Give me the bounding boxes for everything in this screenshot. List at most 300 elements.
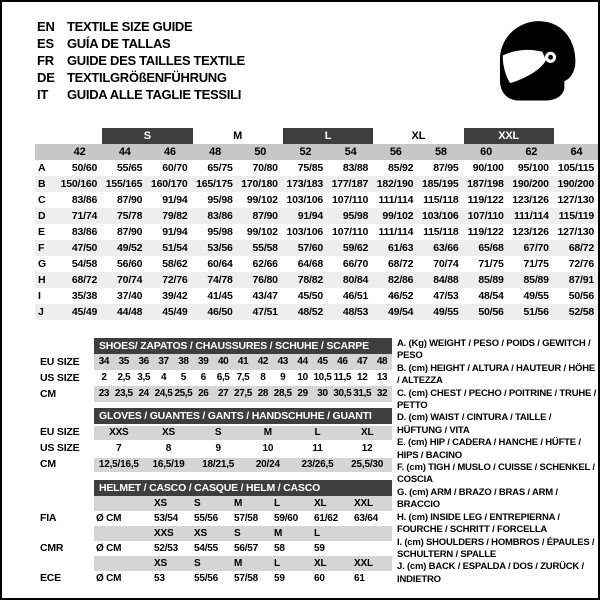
helmet-size-cell: L <box>314 528 320 539</box>
helmet-standard-rows <box>94 496 392 586</box>
gloves-eu-row <box>94 426 392 440</box>
helmet-values-row <box>94 511 392 526</box>
measurement-value: 72/76 <box>162 274 188 286</box>
shoe-us-value: 2 <box>101 372 107 383</box>
glove-cm-value: 25,5/30 <box>351 459 384 470</box>
shoe-us-value: 4 <box>160 372 167 383</box>
language-code: IT <box>37 87 49 102</box>
glove-cm-value: 20/24 <box>255 459 280 470</box>
measurement-value: 123/126 <box>512 226 549 238</box>
language-row <box>37 35 245 52</box>
measurement-value: 70/80 <box>252 162 278 174</box>
helmet-cm-value: 57/58 <box>234 513 259 524</box>
measurement-value: 47/53 <box>433 290 459 302</box>
measurement-value: 71/75 <box>478 258 504 270</box>
measurement-value: 60/64 <box>207 258 233 270</box>
measurement-value: 111/114 <box>378 226 414 238</box>
shoe-eu-value: 46 <box>337 356 348 367</box>
shoe-eu-value: 44 <box>297 356 308 367</box>
helmet-cm-value: 59 <box>274 573 285 584</box>
language-title: GUIDE DES TAILLES TEXTILE <box>67 53 245 68</box>
size-header-cell: 44 <box>118 146 131 158</box>
spacer <box>35 144 57 160</box>
size-header-cell: 50 <box>254 146 267 158</box>
measurement-value: 85/92 <box>388 162 414 174</box>
measurement-value: 103/106 <box>286 194 323 206</box>
racing-helmet-icon <box>488 14 580 108</box>
gloves-cm-row <box>94 458 392 472</box>
measurement-value: 45/50 <box>297 290 323 302</box>
helmet-cm-value: 59 <box>314 543 325 554</box>
numeric-sizes-row <box>35 144 599 160</box>
helmet-cm-value: 55/56 <box>194 513 219 524</box>
language-code: ES <box>37 36 54 51</box>
size-header-cell: 58 <box>434 146 447 158</box>
row-letter: J <box>38 306 44 318</box>
shoe-eu-value: 47 <box>357 356 368 367</box>
measurement-row <box>35 240 599 256</box>
eu-size-label: EU SIZE <box>40 426 80 438</box>
gloves-us-row <box>94 442 392 456</box>
measurement-value: 87/91 <box>568 274 594 286</box>
size-header-cell: 42 <box>73 146 86 158</box>
helmet-sizes-row <box>94 526 392 541</box>
measurement-row <box>35 208 599 224</box>
measurement-value: 91/94 <box>162 194 188 206</box>
measurement-value: 103/106 <box>286 226 323 238</box>
helmet-cm-value: 52/53 <box>154 543 179 554</box>
diameter-label: Ø CM <box>96 543 122 554</box>
measurement-value: 55/65 <box>117 162 143 174</box>
measurement-rows <box>35 160 599 320</box>
shoe-us-value: 3,5 <box>137 372 150 383</box>
shoe-eu-value: 34 <box>98 356 110 367</box>
shoe-eu-value: 38 <box>178 356 189 367</box>
measurement-value: 72/76 <box>568 258 594 270</box>
size-header-cell: 46 <box>163 146 176 158</box>
measurement-value: 55/58 <box>252 242 278 254</box>
measurement-value: 75/78 <box>117 210 143 222</box>
shoe-eu-value: 42 <box>257 356 269 367</box>
measurement-row <box>35 272 599 288</box>
shoe-eu-value: 43 <box>277 356 288 367</box>
shoe-eu-value: 40 <box>217 356 229 367</box>
helmet-cm-value: 57/58 <box>234 573 259 584</box>
shoe-us-value: 7,5 <box>236 372 250 383</box>
measurement-value: 51/56 <box>523 306 549 318</box>
measurement-value: 91/94 <box>297 210 323 222</box>
measurement-value: 51/54 <box>162 242 188 254</box>
shoe-eu-value: 45 <box>317 356 328 367</box>
glove-cm-value: 18/21,5 <box>202 459 235 470</box>
glove-eu-value: M <box>263 427 272 438</box>
measurement-value: 127/130 <box>557 194 594 206</box>
shoe-eu-value: 41 <box>237 356 249 367</box>
measurement-value: 60/70 <box>162 162 188 174</box>
language-code: FR <box>37 53 54 68</box>
measurement-row <box>35 176 599 192</box>
measurement-value: 115/119 <box>558 210 594 222</box>
helmet-size-cell: XXL <box>354 498 373 509</box>
language-title: GUIDA ALLE TAGLIE TESSILI <box>67 87 242 102</box>
size-group-m: M <box>233 130 243 142</box>
spacer <box>94 526 152 541</box>
glove-cm-value: 23/26,5 <box>301 459 334 470</box>
shoes-table-body <box>94 338 392 402</box>
measurement-row <box>35 192 599 208</box>
size-header-cell: 52 <box>299 146 312 158</box>
size-header-cell: 60 <box>480 146 492 158</box>
diameter-label: Ø CM <box>96 513 122 524</box>
measurement-legend <box>397 338 597 586</box>
shoe-cm-value: 23,5 <box>114 388 133 399</box>
shoes-us-row <box>94 370 392 386</box>
glove-cm-value: 12,5/16,5 <box>98 459 139 470</box>
shoes-row-labels <box>40 338 94 402</box>
helmet-sizes-row <box>94 496 392 511</box>
shoe-eu-value: 36 <box>138 356 149 367</box>
measurement-value: 62/66 <box>252 258 278 270</box>
measurement-value: 83/86 <box>71 194 98 206</box>
helmet-table-body <box>94 480 392 586</box>
measurement-value: 63/66 <box>433 242 459 254</box>
glove-eu-value: XL <box>360 427 374 438</box>
shoe-eu-value: 37 <box>158 356 169 367</box>
measurement-value: 45/49 <box>71 306 98 318</box>
shoe-us-value: 6,5 <box>216 372 230 383</box>
size-header-cell: 54 <box>344 146 357 158</box>
spacer <box>94 496 152 511</box>
measurement-row <box>35 160 599 176</box>
shoe-cm-value: 25,5 <box>174 388 193 399</box>
cm-label: CM <box>40 388 56 400</box>
measurement-value: 47/50 <box>71 242 98 254</box>
helmet-size-cell: XS <box>154 498 167 509</box>
measurement-value: 99/102 <box>246 194 278 206</box>
measurement-value: 46/50 <box>207 306 233 318</box>
measurement-value: 95/100 <box>517 162 549 174</box>
shoes-eu-row <box>94 354 392 370</box>
shoe-us-value: 10,5 <box>313 372 332 383</box>
measurement-value: 155/165 <box>105 178 143 190</box>
helmet-size-cell: XS <box>194 528 207 539</box>
legend-item: G. (cm) ARM / BRAZO / BRAS / ARM / BRACCIO <box>397 486 558 511</box>
helmet-cm-value: 61/62 <box>314 513 339 524</box>
measurement-value: 53/56 <box>207 242 233 254</box>
measurement-value: 43/47 <box>252 290 278 302</box>
measurement-value: 44/48 <box>117 306 143 318</box>
legend-item: F. (cm) TIGH / MUSLO / CUISSE / SCHENKEL / COSCIA <box>397 462 595 486</box>
measurement-value: 150/160 <box>60 178 98 190</box>
measurement-value: 64/68 <box>297 258 323 270</box>
helmet-cm-value: 61 <box>354 573 365 584</box>
language-title: GUÍA DE TALLAS <box>67 36 171 51</box>
measurement-value: 46/52 <box>388 290 414 302</box>
measurement-value: 57/60 <box>297 242 323 254</box>
measurement-value: 71/75 <box>523 258 549 270</box>
measurement-value: 115/118 <box>423 194 459 206</box>
helmet-size-cell: S <box>194 558 201 569</box>
measurement-row <box>35 304 599 320</box>
measurement-value: 83/88 <box>342 162 369 174</box>
helmet-cm-value: 59/60 <box>274 513 299 524</box>
size-header-cell: 64 <box>570 146 583 158</box>
measurement-value: 87/90 <box>252 210 278 222</box>
language-row <box>37 86 245 103</box>
measurement-value: 67/70 <box>523 242 549 254</box>
helmet-size-cell: M <box>274 528 283 539</box>
helmet-size-table <box>40 480 392 586</box>
measurement-value: 173/183 <box>286 178 323 190</box>
size-header-cell: 56 <box>389 146 402 158</box>
measurement-value: 105/115 <box>558 162 594 174</box>
measurement-value: 50/60 <box>71 162 98 174</box>
language-title-list <box>37 18 245 103</box>
glove-eu-value: XS <box>162 427 175 438</box>
spacer <box>40 408 94 424</box>
measurement-value: 95/98 <box>207 194 233 206</box>
shoes-cm-row <box>94 386 392 402</box>
measurement-value: 66/70 <box>342 258 369 270</box>
helmet-size-cell: S <box>194 498 201 509</box>
shoe-cm-value: 27 <box>217 388 229 399</box>
helmet-cm-value: 56/57 <box>234 543 259 554</box>
helmet-size-cell: L <box>274 558 280 569</box>
eu-size-label: EU SIZE <box>40 356 80 368</box>
row-letter: B <box>38 178 46 190</box>
shoe-eu-value: 35 <box>118 356 129 367</box>
legend-item: H. (cm) INSIDE LEG / ENTREPIERNA / FOURCHE / SCHRITT / FORCELLA <box>397 511 560 536</box>
measurement-value: 79/82 <box>162 210 188 222</box>
shoe-cm-value: 28,5 <box>273 388 292 399</box>
helmet-size-cell: XXL <box>354 558 373 569</box>
measurement-value: 160/170 <box>150 178 188 190</box>
shoe-cm-value: 23 <box>98 388 110 399</box>
glove-cm-value: 16,5/19 <box>152 459 185 470</box>
cm-label: CM <box>40 458 56 470</box>
shoe-us-value: 10 <box>297 372 308 383</box>
measurement-value: 190/200 <box>557 178 594 190</box>
helmet-size-cell: M <box>234 558 243 569</box>
diameter-label: Ø CM <box>96 573 122 584</box>
language-row <box>37 52 245 69</box>
measurement-value: 127/130 <box>557 226 594 238</box>
size-group-l: L <box>283 128 373 144</box>
size-group-s: S <box>102 128 192 144</box>
measurement-value: 47/51 <box>252 306 278 318</box>
measurement-value: 83/86 <box>71 226 98 238</box>
measurement-value: 87/90 <box>117 194 143 206</box>
row-letter: F <box>38 242 45 254</box>
shoe-us-value: 13 <box>376 372 388 383</box>
helmet-size-cell: XS <box>154 558 167 569</box>
measurement-value: 49/55 <box>433 306 459 318</box>
glove-us-value: 11 <box>312 443 323 454</box>
measurement-value: 56/60 <box>117 258 143 270</box>
measurement-value: 107/110 <box>467 210 504 222</box>
measurement-value: 185/195 <box>421 178 459 190</box>
helmet-cm-value <box>352 541 392 556</box>
shoe-us-value: 11,5 <box>333 372 351 383</box>
measurement-value: 80/84 <box>342 274 369 286</box>
helmet-cm-value: 55/56 <box>194 573 219 584</box>
measurement-value: 48/52 <box>297 306 323 318</box>
helmet-size-cell: XL <box>314 498 327 509</box>
shoe-us-value: 12 <box>357 372 368 383</box>
row-letter: G <box>38 258 46 270</box>
measurement-value: 46/51 <box>342 290 369 302</box>
measurement-value: 82/86 <box>388 274 414 286</box>
shoe-cm-value: 32 <box>376 388 388 399</box>
shoe-cm-value: 26 <box>198 388 209 399</box>
measurement-value: 90/100 <box>472 162 504 174</box>
glove-us-value: 7 <box>116 443 122 454</box>
legend-item: D. (cm) WAIST / CINTURA / TAILLE / HÜFTUNG / VITA <box>397 412 552 436</box>
measurement-value: 111/114 <box>378 194 414 206</box>
shoe-us-value: 8 <box>260 372 266 383</box>
us-size-label: US SIZE <box>40 372 80 384</box>
spacer <box>554 128 599 144</box>
helmet-size-cell: S <box>234 528 241 539</box>
measurement-value: 177/187 <box>331 178 369 190</box>
glove-eu-value: XXS <box>109 427 129 438</box>
helmet-standard-labels <box>40 480 94 586</box>
helmet-cm-value: 60 <box>314 573 325 584</box>
measurement-value: 74/78 <box>207 274 233 286</box>
shoe-us-value: 6 <box>200 372 206 383</box>
measurement-value: 119/122 <box>467 194 504 206</box>
legend-item: E. (cm) HIP / CADERA / HANCHE / HÜFTE / HIPS / BACINO <box>397 437 581 461</box>
measurement-value: 65/75 <box>207 162 233 174</box>
measurement-value: 87/90 <box>117 226 143 238</box>
helmet-cm-value: 53/54 <box>154 513 179 524</box>
shoes-size-table <box>40 338 392 402</box>
helmet-cm-value: 53 <box>154 573 165 584</box>
glove-eu-value: L <box>314 427 321 438</box>
gloves-size-table <box>40 408 392 472</box>
fia-label: FIA <box>40 512 57 524</box>
helmet-sizes-row <box>94 556 392 571</box>
measurement-value: 85/89 <box>523 274 549 286</box>
measurement-value: 165/175 <box>196 178 233 190</box>
measurement-value: 187/198 <box>467 178 504 190</box>
row-letter: D <box>38 210 46 222</box>
measurement-value: 70/74 <box>117 274 143 286</box>
spacer <box>94 556 152 571</box>
measurement-value: 84/88 <box>433 274 459 286</box>
textile-size-table <box>35 128 599 320</box>
gloves-row-labels <box>40 408 94 472</box>
shoe-cm-value: 27,5 <box>234 388 252 399</box>
spacer <box>40 338 94 354</box>
shoe-eu-value: 48 <box>376 356 388 367</box>
measurement-value: 99/102 <box>246 226 278 238</box>
shoe-us-value: 2,5 <box>117 372 131 383</box>
row-letter: I <box>38 290 41 302</box>
measurement-value: 49/54 <box>388 306 414 318</box>
measurement-value: 48/54 <box>478 290 504 302</box>
measurement-value: 95/98 <box>342 210 369 222</box>
legend-item: C. (cm) CHEST / PECHO / POITRINE / TRUHE / PETTO <box>397 387 597 412</box>
measurement-value: 123/126 <box>512 194 549 206</box>
shoes-table-title: SHOES/ ZAPATOS / CHAUSSURES / SCHUHE / SCARPE <box>94 338 392 354</box>
cmr-label: CMR <box>40 542 64 554</box>
size-group-xl: XL <box>411 130 426 142</box>
legend-item: A. (Kg) WEIGHT / PESO / POIDS / GEWITCH / PESO <box>397 338 591 362</box>
shoe-cm-value: 30,5 <box>333 388 352 399</box>
measurement-value: 78/82 <box>297 274 323 286</box>
measurement-value: 41/45 <box>207 290 233 302</box>
measurement-value: 58/62 <box>162 258 188 270</box>
helmet-size-cell: M <box>234 498 243 509</box>
measurement-value: 68/72 <box>71 274 98 286</box>
measurement-value: 39/42 <box>162 290 188 302</box>
measurement-value: 37/40 <box>117 290 143 302</box>
shoe-us-value: 9 <box>280 372 286 383</box>
helmet-cm-value: 63/64 <box>354 513 379 524</box>
language-code: EN <box>37 19 55 34</box>
shoe-cm-value: 24 <box>138 388 149 399</box>
helmet-values-row <box>94 571 392 586</box>
glove-us-value: 8 <box>165 443 172 454</box>
measurement-value: 99/102 <box>382 210 414 222</box>
row-letter: H <box>38 274 46 286</box>
gloves-table-title: GLOVES / GUANTES / GANTS / HANDSCHUHE / GUANTI <box>94 408 392 424</box>
measurement-value: 83/86 <box>207 210 233 222</box>
measurement-value: 115/118 <box>423 226 459 238</box>
measurement-value: 103/106 <box>421 210 459 222</box>
measurement-value: 182/190 <box>376 178 414 190</box>
measurement-value: 75/85 <box>297 162 323 174</box>
spacer <box>35 128 102 144</box>
measurement-value: 170/180 <box>241 178 278 190</box>
helmet-size-cell: L <box>274 498 280 509</box>
row-letter: E <box>38 226 45 238</box>
shoe-cm-value: 28 <box>257 388 269 399</box>
measurement-value: 45/49 <box>162 306 188 318</box>
glove-us-value: 10 <box>262 443 274 454</box>
measurement-value: 54/58 <box>71 258 98 270</box>
measurement-value: 50/56 <box>478 306 504 318</box>
measurement-value: 59/62 <box>342 242 369 254</box>
shoe-cm-value: 31,5 <box>353 388 372 399</box>
size-group-header-row <box>35 128 599 144</box>
measurement-row <box>35 224 599 240</box>
legend-item: I. (cm) SHOULDERS / HOMBROS / ÉPAULES / SCHULTERN / SPALLE <box>397 536 595 560</box>
row-letter: A <box>38 162 46 174</box>
measurement-row <box>35 256 599 272</box>
measurement-value: 61/63 <box>388 242 414 254</box>
measurement-value: 111/114 <box>514 210 549 222</box>
measurement-value: 95/98 <box>207 226 233 238</box>
measurement-value: 49/55 <box>523 290 549 302</box>
gloves-table-body <box>94 408 392 472</box>
measurement-value: 119/122 <box>467 226 504 238</box>
row-letter: C <box>38 194 46 206</box>
measurement-row <box>35 288 599 304</box>
measurement-value: 65/68 <box>478 242 504 254</box>
us-size-label: US SIZE <box>40 442 80 454</box>
measurement-value: 91/94 <box>162 226 188 238</box>
language-title: TEXTILGRÖßENFÜHRUNG <box>67 70 227 85</box>
helmet-table-title: HELMET / CASCO / CASQUE / HELM / CASCO <box>94 480 392 496</box>
measurement-value: 71/74 <box>71 210 98 222</box>
helmet-size-cell: XXS <box>154 528 174 539</box>
measurement-value: 70/74 <box>433 258 459 270</box>
shoe-eu-value: 39 <box>198 356 209 367</box>
language-row <box>37 69 245 86</box>
helmet-cm-value: 54/55 <box>194 543 219 554</box>
